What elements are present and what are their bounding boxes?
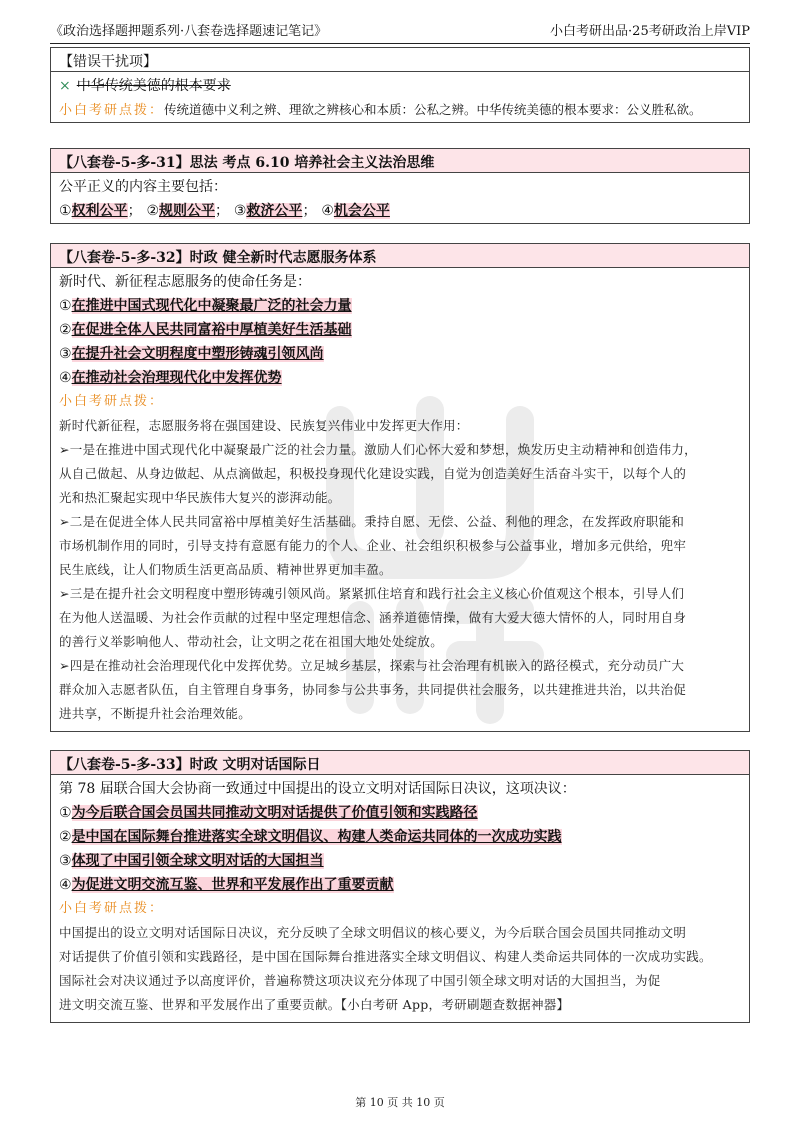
- option-number: ①: [59, 203, 72, 219]
- question-33-stem: 第 78 届联合国大会协商一致通过中国提出的设立文明对话国际日决议，这项决议：: [59, 781, 576, 797]
- option-text: 规则公平: [159, 203, 215, 219]
- note-line: 的善行义举影响他人、带动社会，让文明之花在祖国大地处处绽放。: [59, 634, 444, 649]
- note-line: 光和热汇聚起实现中华民族伟大复兴的澎湃动能。: [59, 490, 341, 505]
- option-number: ④: [321, 203, 334, 219]
- option-text: 体现了中国引领全球文明对话的大国担当: [71, 853, 324, 869]
- note-line: ➢一是在推进中国式现代化中凝聚最广泛的社会力量。激励人们心怀大爱和梦想，焕发历史主动精神和创造伟力，: [59, 442, 697, 457]
- option-number: ④: [59, 877, 72, 893]
- note-line: 在为他人送温暖、为社会作贡献的过程中坚定理想信念、涵养道德情操，做有大爱大德大情怀的人，同时用自身: [59, 610, 687, 625]
- note-line: ➢三是在提升社会文明程度中塑形铸魂引领风尚。紧紧抓住培育和践行社会主义核心价值观这个根本，引导人们: [59, 586, 685, 601]
- option-separator: ；: [302, 203, 317, 219]
- note-label: 小白考研点拨：: [59, 394, 165, 409]
- note-line: 民生底线，让人们物质生活更高品质、精神世界更加丰盈。: [59, 562, 392, 577]
- note-line: 市场机制作用的同时，引导支持有意愿有能力的个人、企业、社会组织积极参与公益事业，增加多元供给，兜牢: [59, 538, 687, 553]
- option-text: 是中国在国际舞台推进落实全球文明倡议、构建人类命运共同体的一次成功实践: [71, 829, 562, 845]
- option-separator: ；: [127, 203, 142, 219]
- question-33-box: [50, 750, 750, 1023]
- error-option-title: 【错误干扰项】: [51, 48, 749, 72]
- note-text: 传统道德中义利之辨、理欲之辨核心和本质：公私之辨。中华传统美德的根本要求：公义胜私欲。: [164, 102, 702, 117]
- question-31-body: [51, 173, 749, 227]
- header-title-right: 小白考研出品·25考研政治上岸VIP: [550, 24, 750, 39]
- question-31-box: [50, 148, 750, 224]
- question-32-body: [51, 268, 749, 730]
- note-line: 新时代新征程，志愿服务将在强国建设、民族复兴伟业中发挥更大作用：: [59, 418, 469, 433]
- option-number: ②: [59, 322, 72, 338]
- option-text: 在提升社会文明程度中塑形铸魂引领风尚: [71, 346, 324, 362]
- option-text: 救济公平: [246, 203, 303, 219]
- question-31-options: [59, 199, 741, 223]
- option-number: ②: [59, 829, 72, 845]
- note-label: 小白考研点拨：: [59, 103, 165, 118]
- option-item: [59, 318, 741, 342]
- option-item: [59, 849, 741, 873]
- note-line: ➢四是在推动社会治理现代化中发挥优势。立足城乡基层，探索与社会治理有机嵌入的路径模式，充分动员广大: [59, 658, 685, 673]
- question-33-title: 【八套卷-5-多-33】时政 文明对话国际日: [51, 751, 749, 775]
- question-32-box: [50, 243, 750, 732]
- option-number: ③: [233, 203, 247, 219]
- error-option-note: [59, 98, 741, 123]
- option-number: ①: [59, 805, 72, 821]
- question-33-body: [51, 775, 749, 1021]
- page-number: 第 10 页 共 10 页: [355, 1096, 445, 1109]
- option-number: ②: [146, 203, 159, 219]
- option-separator: ；: [215, 203, 229, 219]
- option-item: [59, 342, 741, 366]
- wrong-option-text: 中华传统美德的根本要求: [76, 78, 231, 94]
- option-text: 权利公平: [71, 203, 128, 219]
- note-line: 进文明交流互鉴、世界和平发展作出了重要贡献。【小白考研 App，考研刷题查数据神器】: [59, 997, 570, 1012]
- option-text: 机会公平: [333, 203, 390, 219]
- option-number: ①: [59, 298, 72, 314]
- option-number: ④: [59, 370, 72, 386]
- note-line: 进共享，不断提升社会治理效能。: [59, 706, 252, 721]
- option-item: [59, 825, 741, 849]
- error-option-box: [50, 47, 750, 123]
- question-31-title: 【八套卷-5-多-31】思法 考点 6.10 培养社会主义法治思维: [51, 149, 749, 173]
- note-line: ➢二是在促进全体人民共同富裕中厚植美好生活基础。秉持自愿、无偿、公益、利他的理念，在发挥政府职能和: [59, 514, 685, 529]
- option-number: ③: [59, 853, 72, 869]
- note-line: 中国提出的设立文明对话国际日决议，充分反映了全球文明倡议的核心要义，为今后联合国会员国共同推动文明: [59, 925, 687, 940]
- header-title-left: 《政治选择题押题系列·八套卷选择题速记笔记》: [50, 24, 328, 39]
- cross-icon: ×: [59, 78, 71, 94]
- note-line: 群众加入志愿者队伍，自主管理自身事务，协同参与公共事务，共同提供社会服务，以共建推进共治，以共治促: [59, 682, 687, 697]
- note-label: 小白考研点拨：: [59, 901, 165, 916]
- option-text: 在促进全体人民共同富裕中厚植美好生活基础: [71, 322, 352, 338]
- note-line: 国际社会对决议通过予以高度评价，普遍称赞这项决议充分体现了中国引领全球文明对话的大国担当，为促: [59, 973, 661, 988]
- option-text: 在推动社会治理现代化中发挥优势: [71, 370, 282, 386]
- option-text: 为今后联合国会员国共同推动文明对话提供了价值引领和实践路径: [71, 805, 478, 821]
- option-number: ③: [59, 346, 72, 362]
- error-option-body: [51, 72, 749, 127]
- note-line: 从自己做起、从身边做起、从点滴做起，积极投身现代化建设实践，自觉为创造美好生活奋斗实干，以每个人的: [59, 466, 687, 481]
- option-item: [59, 294, 741, 318]
- option-text: 在推进中国式现代化中凝聚最广泛的社会力量: [71, 298, 352, 314]
- option-item: [59, 366, 741, 390]
- page-header: [50, 14, 750, 44]
- question-32-stem: 新时代、新征程志愿服务的使命任务是：: [59, 274, 311, 290]
- question-31-stem: 公平正义的内容主要包括：: [59, 179, 227, 195]
- option-item: [59, 873, 741, 897]
- option-text: 为促进文明交流互鉴、世界和平发展作出了重要贡献: [71, 877, 394, 893]
- question-32-title: 【八套卷-5-多-32】时政 健全新时代志愿服务体系: [51, 244, 749, 268]
- wrong-option-line: [59, 74, 741, 98]
- note-line: 对话提供了价值引领和实践路径，是中国在国际舞台推进落实全球文明倡议、构建人类命运共同体的一次成功实践。: [59, 949, 712, 964]
- option-item: [59, 801, 741, 825]
